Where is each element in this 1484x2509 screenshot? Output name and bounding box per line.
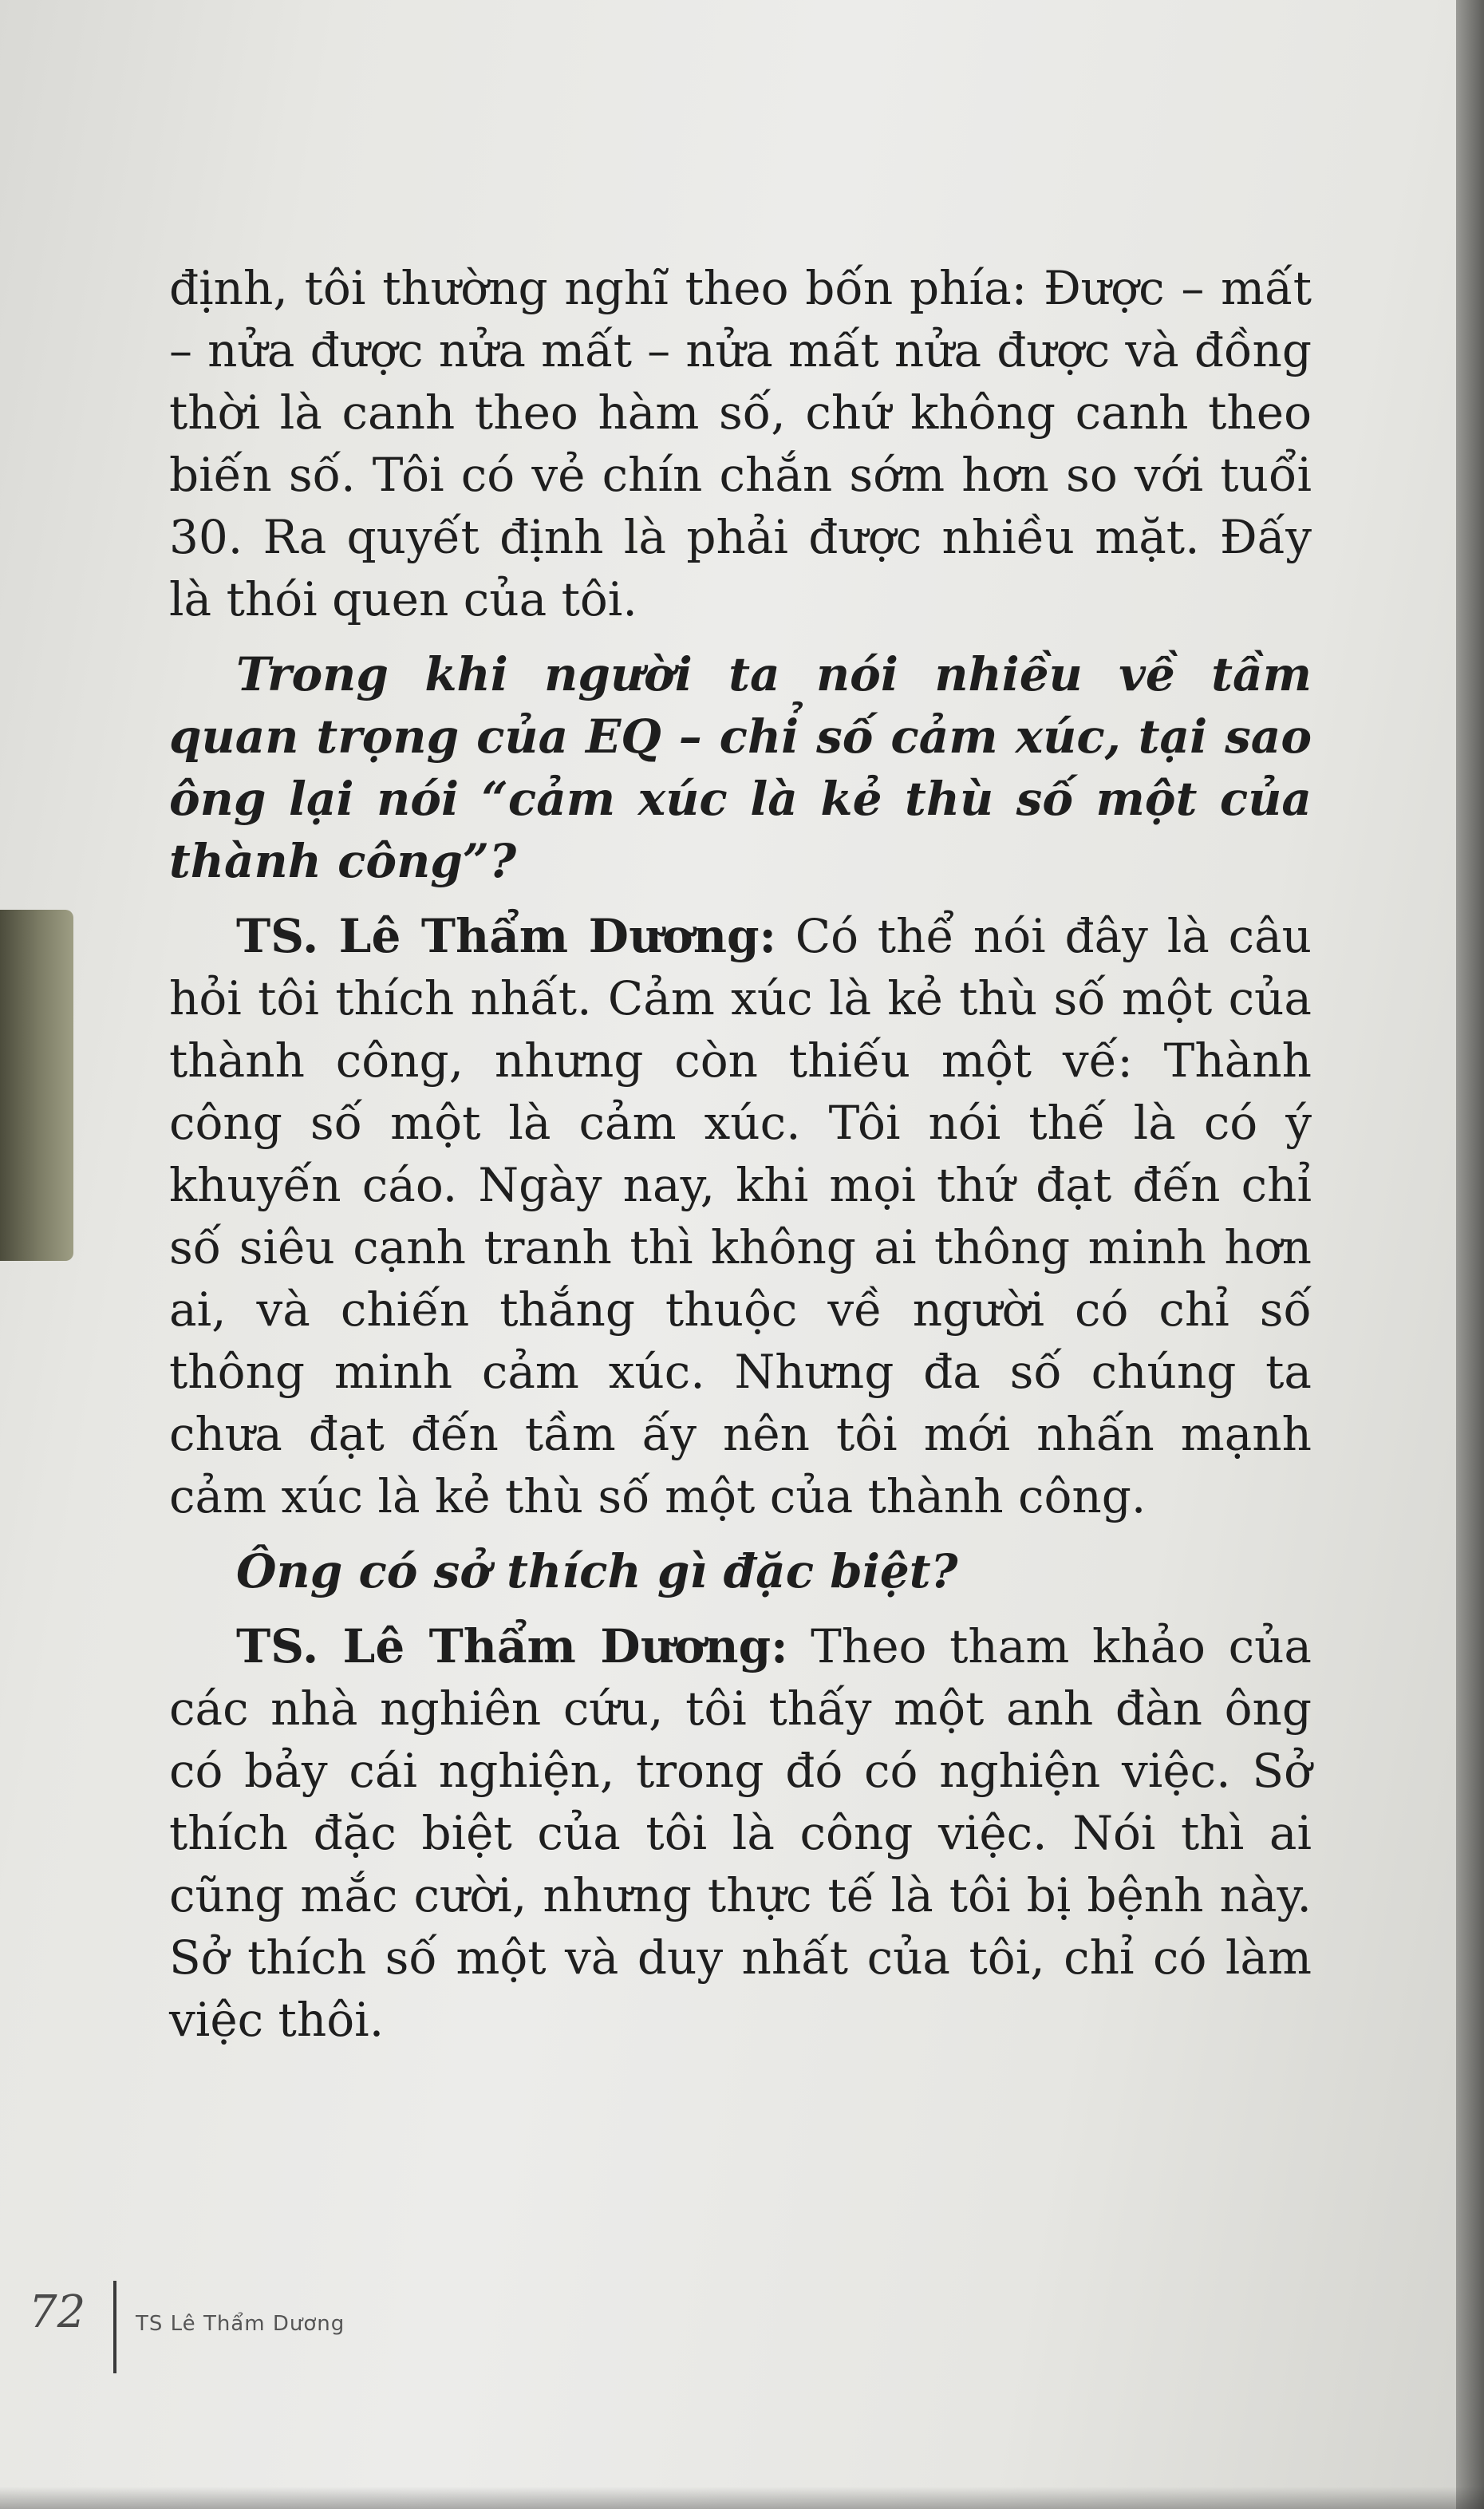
answer-hobby bbox=[169, 1615, 1312, 2051]
running-title: TS Lê Thẩm Dương bbox=[136, 2312, 345, 2336]
answer-text: Có thể nói đây là câu hỏi tôi thích nhất. Cảm xúc là kẻ thù số một của thành công, nhưng còn thiếu một vế: Thành công số một là cảm xúc. Tôi nói thế là có ý khuyến cáo. Ngày nay, khi mọi thứ đạt đến chỉ số siêu cạnh tranh thì không ai thông minh hơn ai, và chiến thắng thuộc về người có chỉ số thông minh cảm xúc. Nhưng đa số chúng ta chưa đạt đến tầm ấy nên tôi mới nhấn mạnh cảm xúc là kẻ thù số một của thành công. bbox=[169, 909, 1312, 1523]
sticky-tab-marker bbox=[0, 910, 73, 1261]
speaker-label: TS. Lê Thẩm Dương: bbox=[236, 909, 776, 963]
answer-eq bbox=[169, 905, 1312, 1527]
answer-text: Theo tham khảo của các nhà nghiên cứu, tôi thấy một anh đàn ông có bảy cái nghiện, trong đó có nghiện việc. Sở thích đặc biệt của tôi là công việc. Nói thì ai cũng mắc cười, nhưng thực tế là tôi bị bệnh này. Sở thích số một và duy nhất của tôi, chỉ có làm việc thôi. bbox=[169, 1619, 1312, 2047]
bottom-shadow bbox=[0, 2487, 1484, 2509]
paragraph-intro: định, tôi thường nghĩ theo bốn phía: Được – mất – nửa được nửa mất – nửa mất nửa được và đồng thời là canh theo hàm số, chứ không canh theo biến số. Tôi có vẻ chín chắn sớm hơn so với tuổi 30. Ra quyết định là phải được nhiều mặt. Đấy là thói quen của tôi. bbox=[169, 261, 1312, 626]
question-eq: Trong khi người ta nói nhiều về tầm quan trọng của EQ – chỉ số cảm xúc, tại sao ông lại nói “cảm xúc là kẻ thù số một của thành công”? bbox=[169, 647, 1312, 888]
page-number: 72 bbox=[29, 2286, 86, 2338]
question-hobby: Ông có sở thích gì đặc biệt? bbox=[236, 1544, 958, 1598]
page-text-block bbox=[169, 257, 1312, 2051]
speaker-label: TS. Lê Thẩm Dương: bbox=[236, 1619, 788, 1673]
footer-divider bbox=[113, 2281, 116, 2373]
page-edge-shadow bbox=[1456, 0, 1484, 2509]
